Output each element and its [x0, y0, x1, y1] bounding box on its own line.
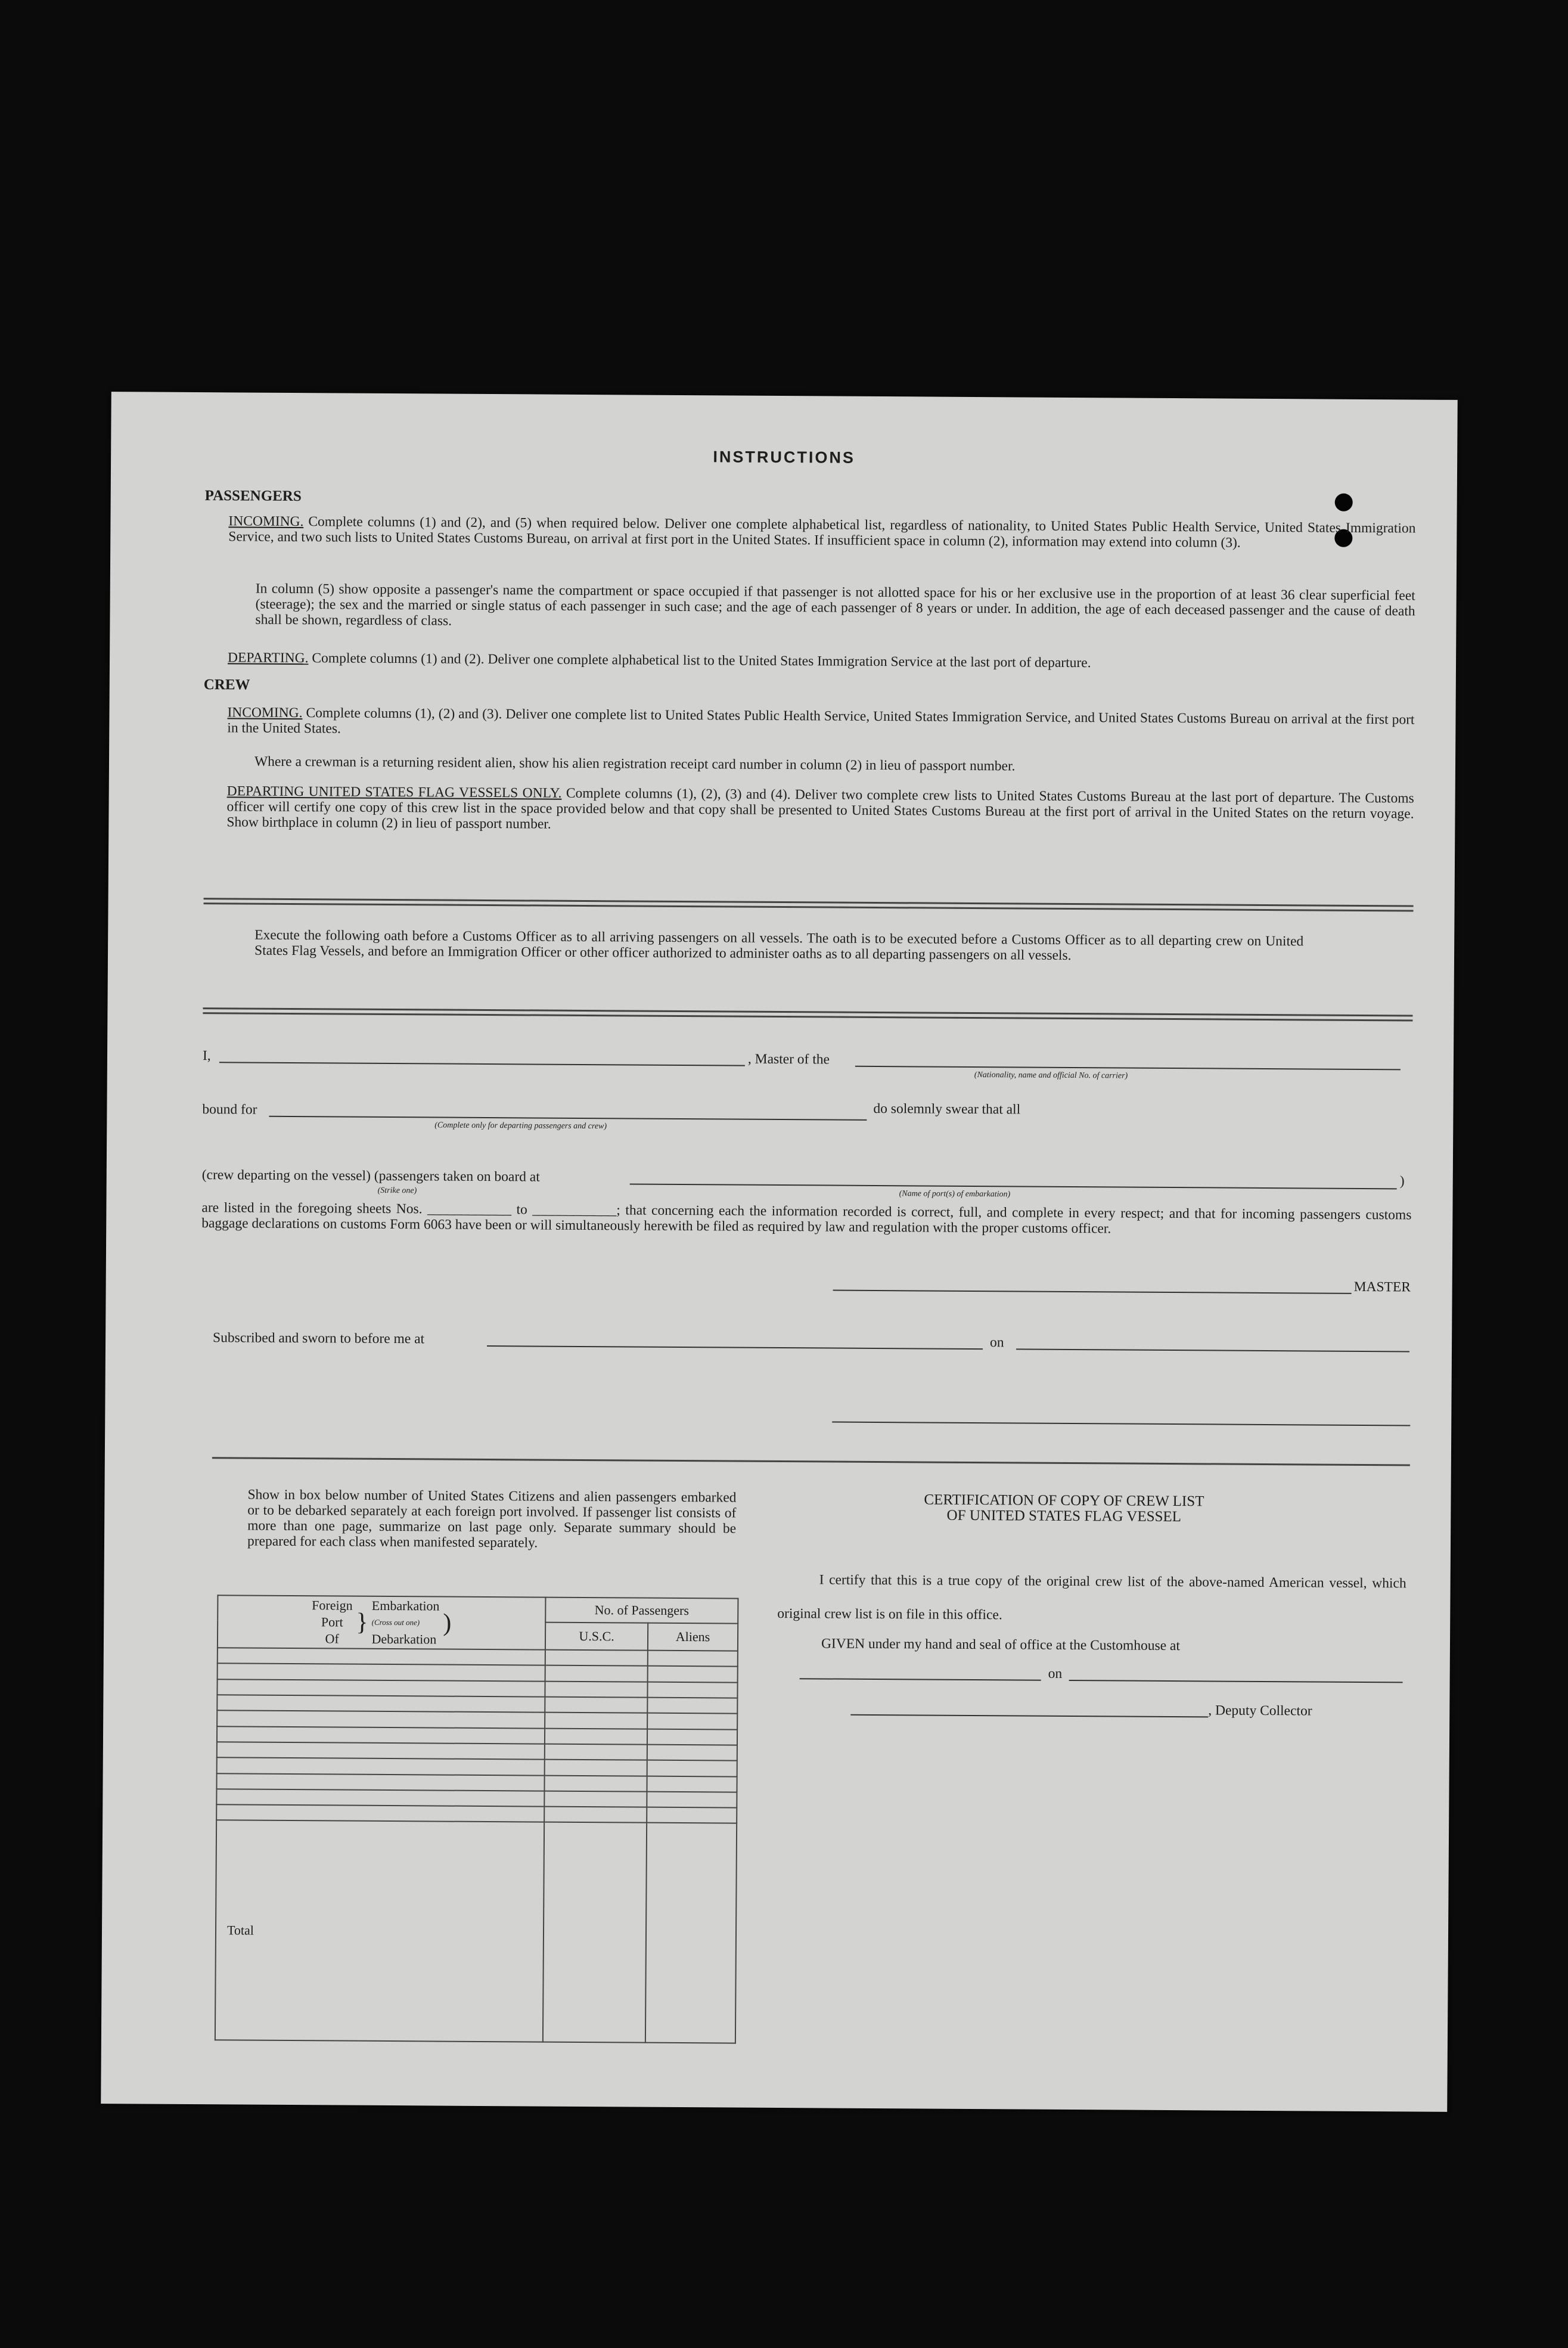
- embarkation-label: Embarkation: [371, 1598, 440, 1614]
- port-cell[interactable]: [216, 1804, 544, 1822]
- certification-title-line1: CERTIFICATION OF COPY OF CREW LIST: [924, 1491, 1204, 1510]
- crew-incoming-paragraph: [227, 705, 1414, 743]
- section-divider: [204, 898, 1414, 907]
- usc-cell[interactable]: [545, 1744, 647, 1760]
- certification-on-label: on: [1048, 1665, 1063, 1682]
- passengers-column5-paragraph: In column (5) show opposite a passenger's name the compartment or space occupied if that passenger is not allotted space for his or her exclusive use in the proportion of at least 36 clear superficial feet (steerage); the sex and the married or single status of each passenger in such case; and the age of each passenger of 8 years or under. In addition, the age of each deceased passenger and the cause of death shall be shown, regardless of class.: [255, 581, 1415, 629]
- passengers-incoming-paragraph: [228, 513, 1415, 551]
- subscribed-label: Subscribed and sworn to before me at: [213, 1330, 425, 1347]
- crew-departing-text: Complete columns (1), (2), (3) and (4). Deliver two complete crew lists to United States Customs Bureau at the last port of departure. The Customs officer will certify one copy of this crew list in the space provided below and that copy shall be presented to United States Customs Bureau at the first port of arrival in the United States on the return voyage. Show birthplace in column (2) in lieu of passport number.: [226, 785, 1414, 832]
- crew-resident-paragraph: Where a crewman is a returning resident alien, show his alien registration receipt card number in column (2) in lieu of passport number.: [254, 753, 1016, 774]
- cross-out-hint: (Cross out one): [371, 1617, 420, 1627]
- document-page: [101, 392, 1458, 2112]
- foreign-label: Foreign: [312, 1598, 353, 1613]
- deputy-collector-label: , Deputy Collector: [1208, 1702, 1312, 1719]
- port-cell[interactable]: [217, 1695, 545, 1713]
- strike-one-hint: (Strike one): [377, 1186, 417, 1196]
- crew-incoming-label: INCOMING.: [227, 705, 303, 721]
- summary-instructions: Show in box below number of United States Citizens and alien passengers embarked or to be debarked separately at each foreign port involved. If passenger list consists of more than one page, summarize on last page only. Separate summary should be prepared for each class when manifested separately.: [247, 1487, 737, 1551]
- left-brace-icon: }: [356, 1608, 368, 1636]
- aliens-header: Aliens: [648, 1623, 738, 1651]
- master-name-line[interactable]: [219, 1062, 745, 1066]
- num-passengers-header: No. of Passengers: [545, 1598, 738, 1624]
- passengers-departing-label: DEPARTING.: [227, 650, 309, 666]
- aliens-cell[interactable]: [647, 1807, 737, 1823]
- port-cell[interactable]: [217, 1742, 545, 1760]
- bound-for-label: bound for: [202, 1102, 257, 1118]
- usc-cell[interactable]: [545, 1665, 648, 1682]
- usc-cell[interactable]: [544, 1791, 647, 1807]
- passengers-departing-paragraph: [228, 650, 1415, 672]
- port-cell[interactable]: [217, 1711, 545, 1729]
- given-text: GIVEN under my hand and seal of office at the Customhouse at: [821, 1636, 1180, 1654]
- crew-departing-paragraph: [226, 783, 1414, 837]
- usc-cell[interactable]: [545, 1713, 647, 1729]
- usc-cell[interactable]: [544, 1807, 647, 1823]
- certification-title-line2: OF UNITED STATES FLAG VESSEL: [946, 1507, 1182, 1525]
- oath-intro: Execute the following oath before a Customs Officer as to all arriving passengers on all vessels. The oath is to be executed before a Customs Officer as to all departing crew on United States Flag Vessels, and before an Immigration Officer or other officer authorized to administer oaths as to all departing passengers on all vessels.: [254, 927, 1304, 963]
- port-cell[interactable]: [216, 1789, 544, 1807]
- certification-text: I certify that this is a true copy of the original crew list of the above-named American vessel, which original crew list is on file in this office.: [777, 1572, 1406, 1623]
- passengers-incoming-text: Complete columns (1) and (2), and (5) when required below. Deliver one complete alphabetical list, regardless of nationality, to United States Public Health Service, United States Immigration Service, and two such lists to United States Customs Bureau, on arrival at first port in the United States. If insufficient space in column (2), information may extend into column (3).: [228, 514, 1416, 551]
- passengers-departing-text: Complete columns (1) and (2). Deliver one complete alphabetical list to the United States Immigration Service at the last port of departure.: [308, 650, 1091, 671]
- embarkation-port-line[interactable]: [630, 1183, 1397, 1189]
- aliens-cell[interactable]: [647, 1791, 737, 1807]
- subscribed-on-label: on: [989, 1335, 1004, 1351]
- debarkation-label: Debarkation: [371, 1631, 437, 1647]
- port-hint: (Name of port(s) of embarkation): [899, 1189, 1011, 1199]
- listed-paragraph: are listed in the foregoing sheets Nos. ____________ to ____________; that concerning each the information recorded is correct, full, and complete in every respect; and that for incoming passengers customs baggage declarations on customs Form 6063 have been or will simultaneously herewith be filed as required by law and regulation with the proper customs officer.: [201, 1200, 1412, 1237]
- port-cell[interactable]: [218, 1648, 545, 1665]
- master-of-label: , Master of the: [747, 1051, 830, 1068]
- crew-departing-label: DEPARTING UNITED STATES FLAG VESSELS ONLY.: [226, 783, 562, 801]
- aliens-cell[interactable]: [647, 1776, 737, 1792]
- port-cell[interactable]: [216, 1773, 544, 1791]
- aliens-cell[interactable]: [647, 1682, 737, 1698]
- right-brace-icon: ): [443, 1609, 452, 1637]
- passenger-summary-table: [215, 1595, 739, 2043]
- of-label: Of: [325, 1631, 339, 1646]
- usc-cell[interactable]: [545, 1728, 647, 1744]
- page-title: INSTRUCTIONS: [713, 448, 855, 467]
- usc-total-cell[interactable]: [543, 1822, 647, 2043]
- usc-header: U.S.C.: [545, 1623, 648, 1651]
- aliens-cell[interactable]: [647, 1745, 737, 1761]
- aliens-cell[interactable]: [648, 1651, 738, 1667]
- port-cell[interactable]: [218, 1664, 545, 1682]
- total-label: Total: [215, 1820, 544, 2042]
- customhouse-line[interactable]: [800, 1678, 1041, 1680]
- crew-incoming-text: Complete columns (1), (2) and (3). Deliver one complete list to United States Public Health Service, United States Immigration Service, and United States Customs Bureau on arrival at the first port in the United States.: [227, 705, 1415, 737]
- foreign-port-header: [218, 1595, 546, 1649]
- usc-cell[interactable]: [545, 1681, 647, 1697]
- bound-for-line[interactable]: [269, 1116, 867, 1121]
- subscribed-place-line[interactable]: [487, 1345, 983, 1350]
- usc-cell[interactable]: [545, 1760, 647, 1776]
- swear-label: do solemnly swear that all: [873, 1100, 1021, 1118]
- deputy-signature-line[interactable]: [850, 1714, 1208, 1718]
- certification-date-line[interactable]: [1069, 1680, 1403, 1683]
- punch-hole: [1335, 494, 1353, 511]
- master-signature-line[interactable]: [833, 1290, 1352, 1294]
- aliens-cell[interactable]: [648, 1666, 738, 1682]
- port-label: Port: [321, 1614, 343, 1630]
- port-cell[interactable]: [217, 1679, 545, 1697]
- crew-departing-label: (crew departing on the vessel) (passengers taken on board at: [201, 1167, 540, 1185]
- passengers-incoming-label: INCOMING.: [228, 513, 304, 530]
- aliens-cell[interactable]: [647, 1729, 737, 1745]
- aliens-cell[interactable]: [647, 1760, 737, 1776]
- carrier-line[interactable]: [855, 1066, 1401, 1071]
- carrier-hint: (Nationality, name and official No. of carrier): [974, 1070, 1128, 1081]
- aliens-total-cell[interactable]: [645, 1823, 737, 2043]
- subscribed-date-line[interactable]: [1016, 1348, 1409, 1352]
- aliens-cell[interactable]: [647, 1713, 737, 1729]
- section-divider: [212, 1457, 1410, 1466]
- close-paren: ): [1399, 1173, 1405, 1189]
- usc-cell[interactable]: [545, 1697, 647, 1713]
- usc-cell[interactable]: [545, 1650, 648, 1666]
- master-label: MASTER: [1353, 1279, 1411, 1295]
- aliens-cell[interactable]: [647, 1698, 737, 1714]
- officer-signature-line[interactable]: [832, 1422, 1410, 1426]
- certification-title: [796, 1491, 1332, 1525]
- port-cell[interactable]: [217, 1726, 545, 1744]
- oath-i-label: I,: [202, 1048, 211, 1064]
- crew-heading: CREW: [203, 677, 250, 693]
- section-divider: [203, 1007, 1412, 1016]
- usc-cell[interactable]: [544, 1775, 647, 1791]
- port-cell[interactable]: [217, 1757, 545, 1775]
- passengers-heading: PASSENGERS: [204, 488, 302, 505]
- bound-for-hint: (Complete only for departing passengers and crew): [434, 1121, 607, 1131]
